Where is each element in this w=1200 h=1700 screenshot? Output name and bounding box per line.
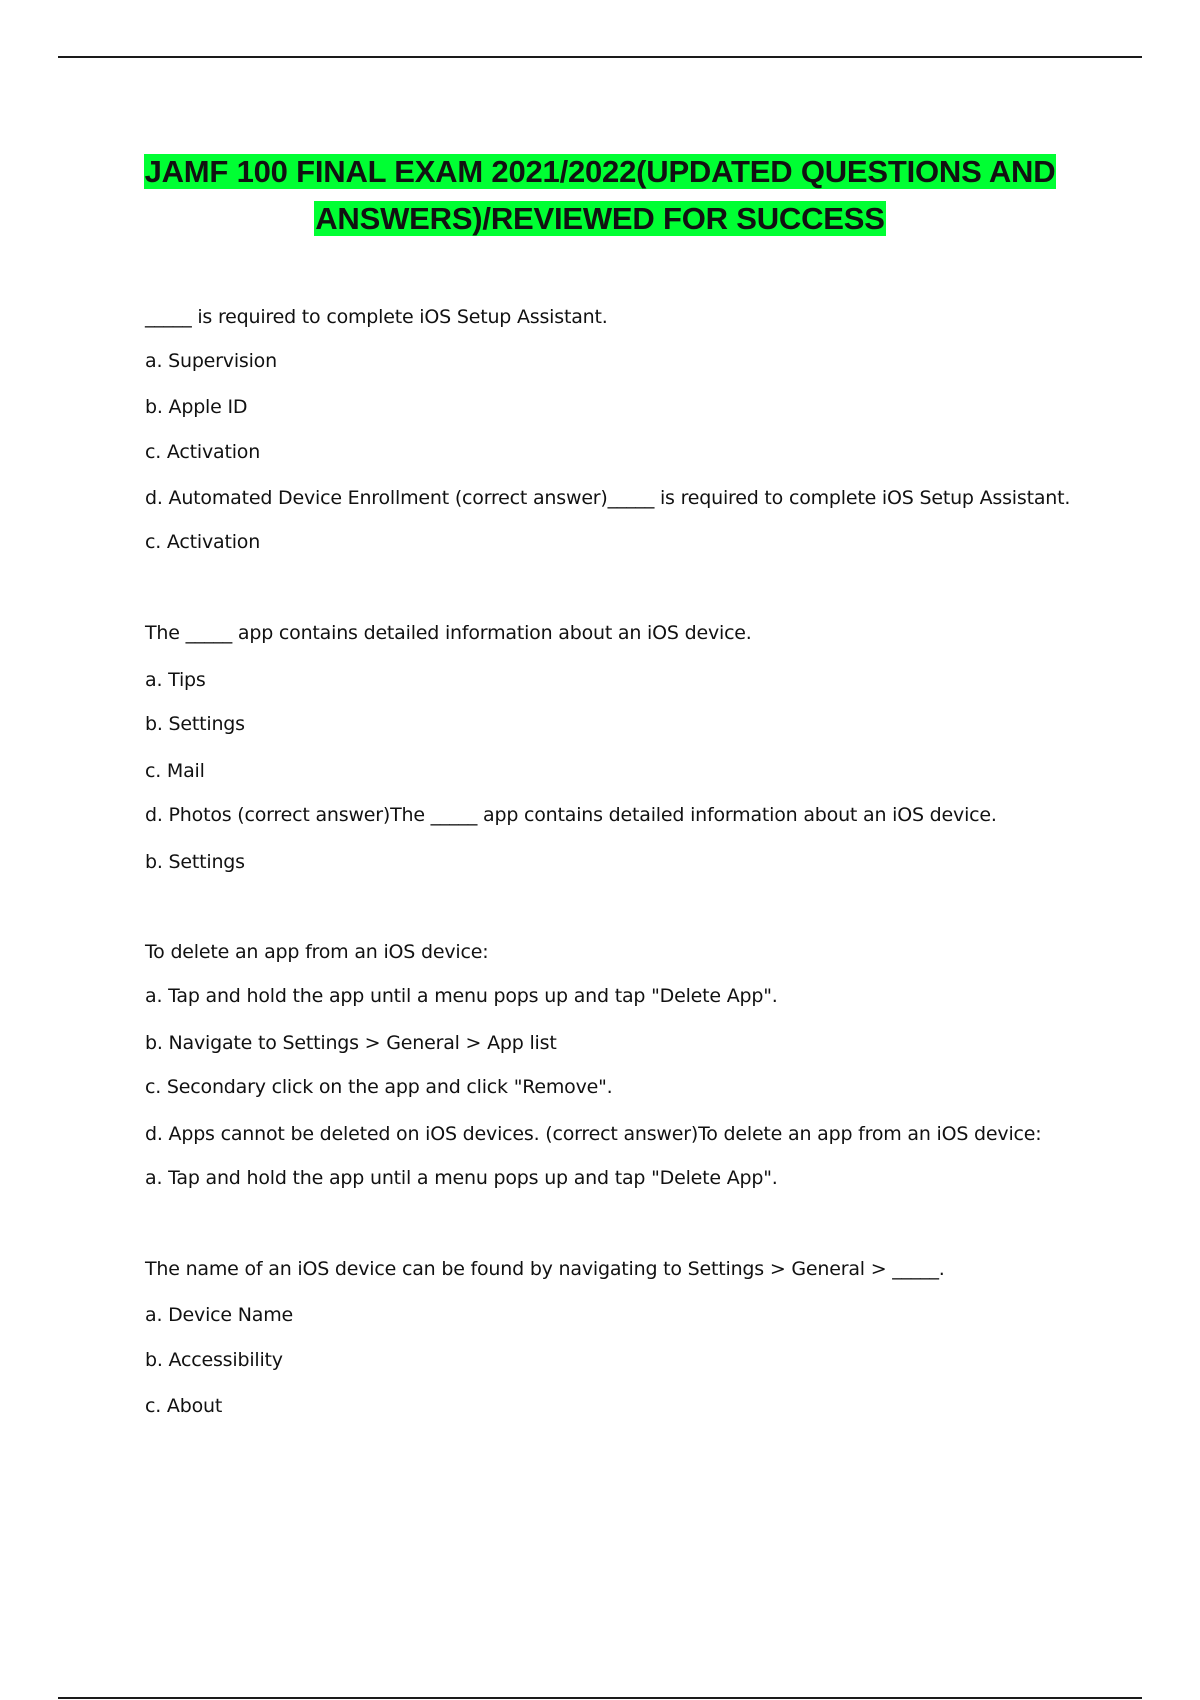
question-1-option-a: a. Supervision — [145, 350, 277, 372]
question-3-option-d: d. Apps cannot be deleted on iOS devices. (correct answer)To delete an app from an iOS device: — [145, 1123, 1042, 1145]
question-2-answer: b. Settings — [145, 851, 245, 873]
question-4-option-c: c. About — [145, 1395, 223, 1417]
question-1-option-c: c. Activation — [145, 441, 261, 463]
question-4-option-b: b. Accessibility — [145, 1349, 283, 1371]
question-1-answer: c. Activation — [145, 531, 261, 553]
question-3-option-c: c. Secondary click on the app and click "Remove". — [145, 1076, 613, 1098]
question-3-prompt: To delete an app from an iOS device: — [145, 941, 489, 963]
question-1-option-d: d. Automated Device Enrollment (correct answer)_____ is required to complete iOS Setup Assistant. — [145, 487, 1071, 509]
question-3-answer: a. Tap and hold the app until a menu pops up and tap "Delete App". — [145, 1167, 778, 1189]
header-rule — [58, 56, 1142, 58]
question-2-option-d: d. Photos (correct answer)The _____ app contains detailed information about an iOS device. — [145, 804, 997, 826]
question-1-option-b: b. Apple ID — [145, 396, 248, 418]
question-2-prompt: The _____ app contains detailed information about an iOS device. — [145, 622, 752, 644]
question-4-prompt: The name of an iOS device can be found by navigating to Settings > General > _____. — [145, 1258, 945, 1280]
footer-rule — [58, 1697, 1142, 1699]
title-line-1: JAMF 100 FINAL EXAM 2021/2022(UPDATED QUESTIONS AND — [144, 154, 1056, 189]
title-line-2: ANSWERS)/REVIEWED FOR SUCCESS — [315, 201, 885, 236]
question-1-prompt: _____ is required to complete iOS Setup Assistant. — [145, 306, 608, 328]
question-4-option-a: a. Device Name — [145, 1304, 293, 1326]
question-2-option-a: a. Tips — [145, 669, 206, 691]
question-2-option-b: b. Settings — [145, 713, 245, 735]
page-title — [0, 148, 1200, 242]
question-3-option-a: a. Tap and hold the app until a menu pops up and tap "Delete App". — [145, 985, 778, 1007]
question-2-option-c: c. Mail — [145, 760, 205, 782]
question-3-option-b: b. Navigate to Settings > General > App list — [145, 1032, 557, 1054]
